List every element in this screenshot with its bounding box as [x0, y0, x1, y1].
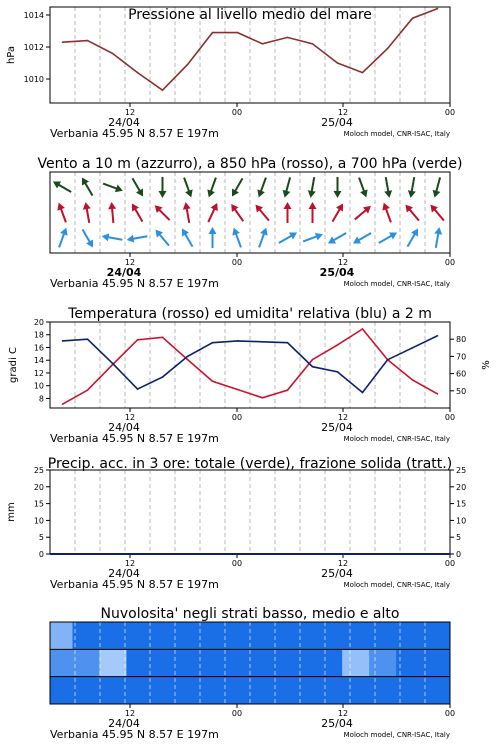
wind-arrow [126, 232, 148, 244]
y-tick-label: 20 [33, 482, 44, 492]
humidity-point [262, 341, 264, 343]
y-tick-label-right: 20 [456, 482, 467, 492]
cloud-cell [288, 677, 315, 705]
wind-arrow [209, 227, 217, 248]
wind-arrow [102, 180, 124, 195]
y-axis-label: mm [6, 502, 17, 522]
y-tick-label-right: 5 [456, 533, 462, 543]
wind-arrow-head [230, 226, 240, 235]
cloud-cell [315, 622, 342, 650]
humidity-point [412, 347, 414, 349]
y-tick-label: 16 [33, 343, 44, 353]
wind-arrow [182, 201, 194, 223]
cloud-cell [369, 677, 396, 705]
wind-arrow [334, 177, 342, 198]
wind-arrow [229, 176, 246, 198]
temperature-point [337, 344, 339, 346]
cloud-cell [342, 622, 369, 650]
humidity-point [87, 338, 89, 340]
wind-arrow-head [289, 229, 299, 239]
time-tick-label: 00 [444, 108, 456, 117]
cloud-cell [99, 622, 126, 650]
wind-arrow [431, 176, 444, 198]
location-label: Verbania 45.95 N 8.57 E 197m [50, 277, 219, 290]
wind-arrow-head [389, 229, 399, 239]
wind-arrow-head [101, 232, 109, 241]
chart-title: Pressione al livello medio del mare [128, 7, 372, 23]
location-label: Verbania 45.95 N 8.57 E 197m [50, 728, 219, 741]
y-tick-label-right: 50 [456, 386, 467, 396]
wind-arrow-head [360, 189, 370, 198]
cloud-cell [207, 649, 234, 677]
wind-arrow-head [407, 190, 416, 198]
pressure-point [212, 32, 214, 34]
temperature-point [287, 389, 289, 391]
wind-arrow-head [260, 226, 270, 235]
wind-arrow [352, 203, 373, 223]
wind-arrow [230, 226, 245, 248]
wind-arrow [302, 230, 324, 245]
temperature-point [312, 359, 314, 361]
wind-arrow-head [255, 189, 265, 198]
cloud-cell [50, 622, 73, 650]
wind-arrow-head [179, 226, 189, 236]
y-axis-label: gradi C [8, 347, 19, 383]
time-tick-label: 12 [124, 413, 136, 422]
y-axis-label: hPa [6, 45, 17, 65]
wind-arrow-head [309, 202, 317, 209]
wind-arrow-head [182, 201, 191, 209]
time-tick-label: 00 [231, 258, 243, 267]
wind-arrow [252, 202, 272, 223]
y-tick-label: 12 [33, 368, 44, 378]
wind-arrow [377, 229, 399, 246]
y-tick-label-right: 60 [456, 369, 467, 379]
cloud-cell [50, 649, 73, 677]
wind-arrow [281, 176, 294, 198]
wind-arrow [82, 201, 94, 223]
model-credit: Moloch model, CNR-ISAC, Italy [343, 435, 450, 443]
wind-arrow-head [211, 201, 221, 211]
time-tick-label: 12 [124, 258, 136, 267]
y-tick-label: 10 [33, 381, 44, 391]
time-tick-label: 12 [337, 413, 349, 422]
y-tick-label: 10 [33, 516, 44, 526]
pressure-point [162, 89, 164, 91]
date-label: 24/04 [108, 116, 140, 129]
time-tick-label: 12 [337, 709, 349, 718]
cloud-cell [369, 649, 396, 677]
wind-arrow [255, 176, 270, 198]
wind-arrow [427, 202, 447, 223]
wind-arrow [129, 201, 146, 223]
cloud-cell [180, 649, 207, 677]
cloud-cell [153, 622, 180, 650]
cloud-cell [207, 622, 234, 650]
cloud-cell [423, 677, 450, 705]
y-tick-label: 1010 [23, 75, 44, 84]
date-label: 25/04 [321, 717, 353, 730]
y-tick-label-right: 10 [456, 516, 467, 526]
wind-arrow [180, 176, 195, 198]
humidity-point [187, 356, 189, 358]
date-label: 24/04 [106, 266, 142, 279]
temperature-point [437, 393, 439, 395]
wind-arrow-head [108, 202, 117, 210]
wind-arrow-head [334, 191, 342, 198]
wind-arrow-head [79, 175, 89, 185]
wind-arrow [152, 202, 173, 223]
wind-arrow-head [60, 226, 70, 235]
wind-arrow-head [55, 201, 65, 210]
cloud-cell [315, 649, 342, 677]
humidity-point [362, 392, 364, 394]
date-label: 24/04 [108, 421, 140, 434]
pressure-point [362, 72, 364, 74]
cloud-cell [73, 649, 100, 677]
temperature-point [412, 379, 414, 381]
pressure-point [337, 62, 339, 64]
wind-arrow-head [315, 230, 324, 240]
time-tick-label: 00 [444, 413, 456, 422]
cloud-cell [99, 677, 126, 705]
humidity-point [162, 376, 164, 378]
y-axis-label-right: % [481, 360, 492, 370]
wind-arrow [407, 176, 419, 198]
pressure-point [412, 17, 414, 19]
wind-arrow [329, 201, 346, 223]
humidity-point [137, 388, 139, 390]
humidity-point [62, 340, 64, 342]
wind-arrow [355, 176, 370, 198]
wind-arrow [179, 226, 196, 248]
pressure-point [137, 72, 139, 74]
wind-arrow [205, 176, 220, 198]
time-tick-label: 12 [337, 559, 349, 568]
y-tick-label: 18 [33, 330, 44, 340]
time-tick-label: 00 [231, 709, 243, 718]
wind-arrow-head [136, 188, 146, 198]
model-credit: Moloch model, CNR-ISAC, Italy [343, 280, 450, 288]
date-label: 25/04 [321, 421, 353, 434]
cloud-cell [234, 649, 261, 677]
time-tick-label: 00 [444, 709, 456, 718]
wind-arrow-head [185, 189, 195, 198]
chart-title: Temperatura (rosso) ed umidita' relativa (blu) a 2 m [68, 306, 432, 322]
pressure-point [262, 43, 264, 45]
time-tick-label: 00 [231, 559, 243, 568]
time-tick-label: 00 [444, 258, 456, 267]
pressure-point [437, 8, 439, 10]
wind-arrow-head [431, 190, 441, 199]
cloud-cell [342, 677, 369, 705]
wind-arrow [284, 202, 292, 223]
location-label: Verbania 45.95 N 8.57 E 197m [50, 127, 219, 140]
wind-arrow [380, 201, 395, 223]
wind-arrow [326, 230, 348, 247]
cloud-cell [369, 622, 396, 650]
wind-arrow [307, 176, 319, 198]
temperature-point [187, 359, 189, 361]
date-label: 25/04 [321, 567, 353, 580]
wind-arrow-head [336, 201, 346, 211]
temperature-point [62, 403, 64, 405]
time-tick-label: 12 [124, 108, 136, 117]
y-tick-label: 0 [38, 550, 44, 559]
humidity-point [287, 342, 289, 344]
wind-arrow [129, 176, 146, 198]
wind-arrow [382, 176, 394, 198]
wind-arrow [205, 201, 221, 223]
y-tick-label: 1014 [23, 11, 44, 20]
pressure-point [287, 37, 289, 39]
humidity-point [237, 340, 239, 342]
pressure-point [237, 32, 239, 34]
wind-arrow [255, 226, 270, 248]
cloud-cell [234, 622, 261, 650]
time-tick-label: 12 [337, 108, 349, 117]
wind-arrow-head [82, 201, 91, 209]
cloud-cell [73, 677, 100, 705]
pressure-point [187, 64, 189, 66]
time-tick-label: 00 [231, 108, 243, 117]
wind-arrow-head [281, 190, 291, 199]
temperature-point [87, 389, 89, 391]
wind-arrow-head [326, 237, 336, 247]
cloud-cell [288, 649, 315, 677]
humidity-point [112, 362, 114, 364]
wind-arrow [101, 232, 123, 244]
cloud-cell [288, 622, 315, 650]
model-credit: Moloch model, CNR-ISAC, Italy [343, 731, 450, 739]
cloud-cell [153, 677, 180, 705]
wind-arrow-head [434, 226, 443, 234]
wind-arrow [351, 230, 373, 247]
time-tick-label: 00 [444, 559, 456, 568]
temperature-point [362, 328, 364, 330]
wind-arrow [79, 227, 96, 249]
chart-title: Vento a 10 m (azzurro), a 850 hPa (rosso), a 700 hPa (verde) [37, 156, 463, 172]
wind-arrow-head [115, 185, 124, 195]
y-tick-label: 8 [38, 394, 44, 404]
wind-arrow-head [380, 201, 390, 210]
cloud-cell [73, 622, 100, 650]
wind-arrow [159, 177, 167, 198]
model-credit: Moloch model, CNR-ISAC, Italy [343, 581, 450, 589]
y-tick-label: 5 [38, 533, 44, 543]
humidity-point [312, 366, 314, 368]
wind-arrow [51, 178, 73, 195]
cloud-cell [342, 649, 369, 677]
cloud-cell [207, 677, 234, 705]
wind-arrow-head [51, 178, 61, 188]
time-tick-label: 12 [337, 258, 349, 267]
chart-title: Precip. acc. in 3 ore: totale (verde), frazione solida (tratt.) [47, 456, 453, 472]
wind-arrow-head [284, 202, 292, 209]
pressure-point [112, 53, 114, 55]
wind-arrow-head [209, 227, 217, 234]
cloud-cell [315, 677, 342, 705]
date-label: 24/04 [108, 567, 140, 580]
wind-arrow [228, 202, 247, 224]
wind-arrow-head [129, 201, 139, 211]
humidity-point [437, 335, 439, 337]
wind-arrow-head [86, 239, 96, 249]
model-credit: Moloch model, CNR-ISAC, Italy [343, 130, 450, 138]
cloud-cell [234, 677, 261, 705]
humidity-point [387, 359, 389, 361]
location-label: Verbania 45.95 N 8.57 E 197m [50, 578, 219, 591]
temperature-point [262, 397, 264, 399]
y-tick-label-right: 0 [456, 550, 462, 559]
wind-arrow [277, 229, 299, 246]
y-tick-label-right: 25 [456, 466, 467, 475]
wind-arrow [108, 202, 118, 224]
cloud-cell [180, 677, 207, 705]
wind-arrow-head [126, 235, 134, 244]
cloud-cell [99, 649, 126, 677]
wind-arrow [55, 201, 70, 223]
time-tick-label: 00 [231, 413, 243, 422]
cloud-cell [180, 622, 207, 650]
chart-title: Nuvolosita' negli strati basso, medio e alto [100, 606, 400, 622]
date-label: 25/04 [321, 116, 353, 129]
humidity-point [212, 342, 214, 344]
temperature-point [212, 380, 214, 382]
wind-arrow-head [159, 191, 167, 198]
temperature-point [237, 389, 239, 391]
wind-arrow-head [384, 190, 393, 198]
pressure-point [87, 40, 89, 42]
y-tick-label: 15 [33, 499, 44, 509]
temperature-point [137, 339, 139, 341]
cloud-cell [423, 622, 450, 650]
y-tick-label: 1012 [23, 43, 44, 52]
wind-arrow-head [205, 189, 215, 198]
humidity-point [337, 371, 339, 373]
cloud-cell [423, 649, 450, 677]
y-tick-label: 14 [33, 356, 44, 366]
wind-arrow [79, 175, 96, 197]
y-tick-label: 25 [33, 466, 44, 475]
wind-arrow-head [307, 190, 316, 198]
wind-arrow [55, 226, 70, 248]
time-tick-label: 12 [124, 709, 136, 718]
location-label: Verbania 45.95 N 8.57 E 197m [50, 432, 219, 445]
pressure-point [62, 41, 64, 43]
wind-arrow-head [411, 226, 421, 236]
y-tick-label-right: 15 [456, 499, 467, 509]
date-label: 25/04 [319, 266, 355, 279]
pressure-point [312, 43, 314, 45]
wind-arrow-head [229, 188, 239, 198]
y-tick-label-right: 80 [456, 335, 467, 345]
temperature-point [162, 336, 164, 338]
cloud-cell [153, 649, 180, 677]
cloud-cell [50, 677, 73, 705]
wind-arrow [309, 202, 317, 223]
wind-arrow [152, 227, 172, 248]
time-tick-label: 12 [124, 559, 136, 568]
wind-arrow [404, 226, 421, 248]
wind-arrow [402, 202, 422, 223]
y-tick-label: 20 [33, 318, 44, 327]
pressure-point [387, 48, 389, 50]
wind-arrow [432, 226, 444, 248]
panel-frame [50, 172, 450, 253]
y-tick-label-right: 70 [456, 352, 467, 362]
wind-arrow-head [351, 237, 361, 247]
date-label: 24/04 [108, 717, 140, 730]
